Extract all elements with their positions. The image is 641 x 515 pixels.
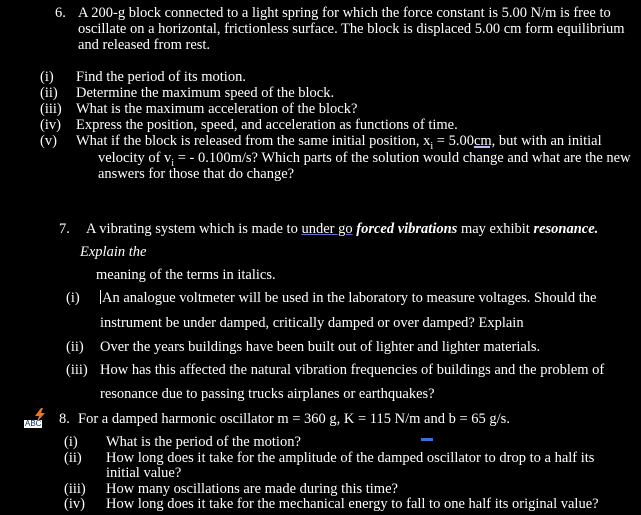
q8-item-2-line-1: How long does it take for the amplitude of the damped oscillator to drop to a half its bbox=[106, 450, 595, 466]
q7-resonance: resonance. bbox=[533, 221, 599, 237]
q6-line-3: and released from rest. bbox=[78, 37, 211, 53]
q6-item-2-text: Determine the maximum speed of the block. bbox=[76, 85, 335, 101]
q7-intro bbox=[86, 221, 598, 237]
q6-item-3-text: What is the maximum acceleration of the block? bbox=[76, 101, 358, 117]
q7-item-2-label: (ii) bbox=[66, 339, 84, 355]
q6-item-5-text-c: but with an initial bbox=[495, 133, 602, 149]
q6-item-5-line-2-a: velocity of v bbox=[98, 150, 172, 166]
q6-number: 6. bbox=[55, 5, 66, 21]
q7-explain: Explain the bbox=[80, 244, 147, 260]
q6-item-5-line-2-b: = - 0.100m/s? Which parts of the solution would change and what are the new bbox=[174, 150, 631, 166]
q6-item-5-line-3: answers for those that do change? bbox=[98, 166, 295, 182]
q6-item-4-label: (iv) bbox=[40, 117, 61, 133]
q8-number: 8. bbox=[59, 411, 70, 427]
q6-item-5-line-2-sub: i bbox=[171, 157, 175, 169]
q7-intro-a: A vibrating system which is made to bbox=[86, 221, 302, 237]
q6-item-4-text: Express the position, speed, and acceleration as functions of time. bbox=[76, 117, 458, 133]
q7-item-1-line-2: instrument be under damped, critically damped or over damped? Explain bbox=[100, 315, 524, 331]
q6-item-5-cm: cm, bbox=[473, 133, 496, 149]
q7-intro-c: may exhibit bbox=[457, 221, 534, 237]
text-cursor bbox=[100, 290, 101, 304]
q6-item-2-label: (ii) bbox=[40, 85, 58, 101]
q7-forced: forced vibrations bbox=[356, 221, 458, 237]
q7-meaning: meaning of the terms in italics. bbox=[96, 267, 276, 283]
q6-line-2: oscillate on a horizontal, frictionless surface. The block is displaced 5.00 cm form equilibrium bbox=[78, 21, 625, 37]
q6-line-1: A 200-g block connected to a light spring for which the force constant is 5.00 N/m is free to bbox=[78, 5, 611, 21]
q6-item-5-label: (v) bbox=[40, 133, 57, 149]
q7-under-go: under go bbox=[301, 221, 353, 237]
q6-item-5-text-b: = 5.00 bbox=[433, 133, 474, 149]
q8-intro: For a damped harmonic oscillator m = 360 g, K = 115 N/m and b = 65 g/s. bbox=[78, 411, 510, 427]
spellcheck-icon[interactable] bbox=[24, 408, 46, 428]
q8-item-2-line-2: initial value? bbox=[106, 465, 182, 481]
q8-item-2-label: (ii) bbox=[64, 450, 82, 466]
q7-number: 7. bbox=[59, 221, 70, 237]
q8-item-4-label: (iv) bbox=[64, 496, 85, 512]
q7-item-3-label: (iii) bbox=[66, 362, 88, 378]
q8-item-4-line-1: How long does it take for the mechanical energy to fall to one half its original value? bbox=[106, 496, 599, 512]
spellcheck-abc-label: ABC bbox=[25, 419, 42, 428]
q8-item-1-line-1: What is the period of the motion? bbox=[106, 434, 301, 450]
q7-item-1-label: (i) bbox=[66, 290, 80, 306]
q6-item-5-text-a: What if the block is released from the same initial position, x bbox=[76, 133, 431, 149]
q6-item-3-label: (iii) bbox=[40, 101, 62, 117]
q7-item-1-line-1 bbox=[100, 290, 597, 306]
q8-item-3-line-1: How many oscillations are made during this time? bbox=[106, 481, 398, 497]
q7-item-2-line-1: Over the years buildings have been built out of lighter and lighter materials. bbox=[100, 339, 541, 355]
q6-item-1-text: Find the period of its motion. bbox=[76, 69, 246, 85]
q7-item-1-text: An analogue voltmeter will be used in the laboratory to measure voltages. Should the bbox=[102, 290, 597, 306]
q7-item-3-line-2: resonance due to passing trucks airplanes or earthquakes? bbox=[100, 386, 435, 402]
edit-marker-icon bbox=[421, 437, 433, 443]
q7-item-3-line-1: How has this affected the natural vibration frequencies of buildings and the problem of bbox=[100, 362, 605, 378]
q6-item-5-sub-i: i bbox=[430, 140, 434, 152]
q6-item-1-label: (i) bbox=[40, 69, 54, 85]
q8-item-1-label: (i) bbox=[64, 434, 78, 450]
q8-item-3-label: (iii) bbox=[64, 481, 86, 497]
